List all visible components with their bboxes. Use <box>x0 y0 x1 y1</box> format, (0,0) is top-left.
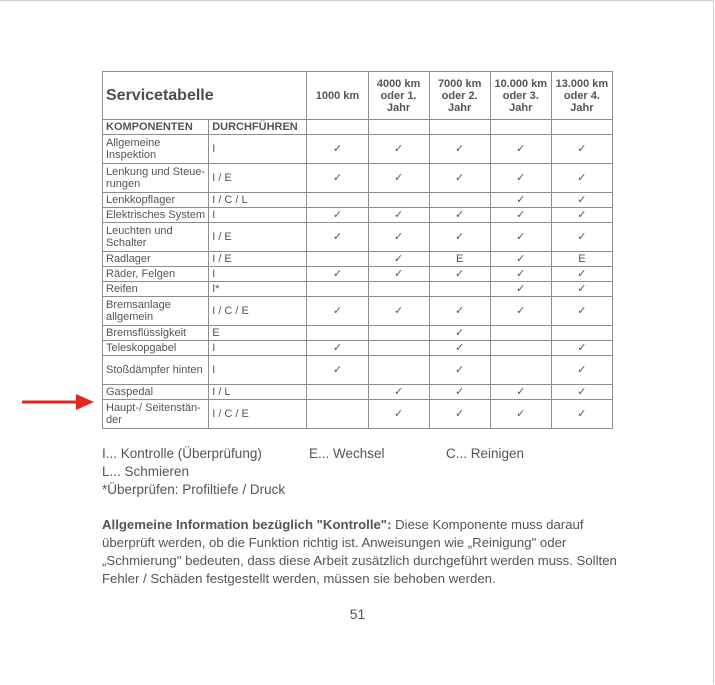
empty-cell <box>307 193 368 208</box>
action-cell: E <box>209 326 307 341</box>
col-header-1000km: 1000 km <box>307 72 368 120</box>
mark-cell: E <box>551 252 612 267</box>
table-row <box>103 282 613 297</box>
check-icon: ✓ <box>551 164 612 193</box>
component-cell: Allgemeine Inspektion <box>103 135 209 164</box>
component-cell: Teleskopgabel <box>103 341 209 356</box>
component-cell: Gaspedal <box>103 385 209 400</box>
check-icon: ✓ <box>368 385 429 400</box>
right-arrow-icon <box>22 392 94 412</box>
table-header-row <box>103 72 613 120</box>
action-cell: I <box>209 356 307 385</box>
check-icon: ✓ <box>307 267 368 282</box>
check-icon: ✓ <box>307 208 368 223</box>
check-icon: ✓ <box>490 297 551 326</box>
table-row <box>103 135 613 164</box>
col-header-13000km: 13.000 km oder 4. Jahr <box>551 72 612 120</box>
action-cell: I* <box>209 282 307 297</box>
check-icon: ✓ <box>307 341 368 356</box>
check-icon: ✓ <box>490 267 551 282</box>
table-row <box>103 193 613 208</box>
check-icon: ✓ <box>429 400 490 429</box>
check-icon: ✓ <box>490 208 551 223</box>
empty-cell <box>490 326 551 341</box>
legend-note: *Überprüfen: Profiltiefe / Druck <box>102 482 286 497</box>
component-cell: Radlager <box>103 252 209 267</box>
action-cell: I / E <box>209 252 307 267</box>
info-text: Diese Komponente muss darauf überprüft werden, ob die Funktion richtig ist. Anweisungen wie „Reinigung" oder „Schmierung" bedeuten, dass diese Arbeit zusätzlich durchgeführt werden muss. Sollten Fehler / Schäden festgestellt werden, müssen sie behoben werden. <box>102 517 617 586</box>
check-icon: ✓ <box>429 297 490 326</box>
empty-cell <box>429 193 490 208</box>
check-icon: ✓ <box>368 400 429 429</box>
check-icon: ✓ <box>490 282 551 297</box>
table-row <box>103 223 613 252</box>
check-icon: ✓ <box>429 164 490 193</box>
legend <box>102 445 524 499</box>
check-icon: ✓ <box>551 400 612 429</box>
empty-cell <box>490 356 551 385</box>
component-cell: Stoßdämpfer hinten <box>103 356 209 385</box>
empty-cell <box>368 326 429 341</box>
component-cell: Lenkkopflager <box>103 193 209 208</box>
empty-cell <box>429 282 490 297</box>
action-cell: I / E <box>209 164 307 193</box>
empty-cell <box>368 193 429 208</box>
check-icon: ✓ <box>307 164 368 193</box>
check-icon: ✓ <box>368 208 429 223</box>
legend-reinigen: C... Reinigen <box>446 446 525 461</box>
empty-cell <box>368 341 429 356</box>
check-icon: ✓ <box>551 341 612 356</box>
subheader-komponenten: KOMPONENTEN <box>103 120 209 135</box>
check-icon: ✓ <box>551 267 612 282</box>
action-cell: I / C / E <box>209 297 307 326</box>
check-icon: ✓ <box>307 356 368 385</box>
check-icon: ✓ <box>551 193 612 208</box>
check-icon: ✓ <box>490 252 551 267</box>
check-icon: ✓ <box>368 164 429 193</box>
check-icon: ✓ <box>551 208 612 223</box>
action-cell: I / E <box>209 223 307 252</box>
check-icon: ✓ <box>307 223 368 252</box>
check-icon: ✓ <box>490 164 551 193</box>
check-icon: ✓ <box>490 135 551 164</box>
check-icon: ✓ <box>429 267 490 282</box>
action-cell: I / L <box>209 385 307 400</box>
check-icon: ✓ <box>429 208 490 223</box>
empty-cell <box>307 252 368 267</box>
col-header-10000km: 10.000 km oder 3. Jahr <box>490 72 551 120</box>
table-row <box>103 400 613 429</box>
table-row <box>103 341 613 356</box>
empty-cell <box>368 282 429 297</box>
mark-cell: E <box>429 252 490 267</box>
empty-cell <box>490 341 551 356</box>
component-cell: Reifen <box>103 282 209 297</box>
action-cell: I <box>209 267 307 282</box>
check-icon: ✓ <box>429 326 490 341</box>
check-icon: ✓ <box>368 135 429 164</box>
check-icon: ✓ <box>429 223 490 252</box>
legend-kontrolle: I... Kontrolle (Überprüfung) <box>102 446 262 461</box>
check-icon: ✓ <box>551 356 612 385</box>
check-icon: ✓ <box>490 193 551 208</box>
component-cell: Räder, Felgen <box>103 267 209 282</box>
table-row <box>103 267 613 282</box>
empty-cell <box>307 400 368 429</box>
col-header-4000km: 4000 km oder 1. Jahr <box>368 72 429 120</box>
empty-cell <box>368 356 429 385</box>
action-cell: I <box>209 341 307 356</box>
check-icon: ✓ <box>551 385 612 400</box>
component-cell: Elektrisches System <box>103 208 209 223</box>
check-icon: ✓ <box>429 135 490 164</box>
check-icon: ✓ <box>368 252 429 267</box>
empty-cell <box>551 326 612 341</box>
empty-cell <box>307 385 368 400</box>
check-icon: ✓ <box>429 341 490 356</box>
check-icon: ✓ <box>307 135 368 164</box>
check-icon: ✓ <box>368 223 429 252</box>
action-cell: I <box>209 208 307 223</box>
check-icon: ✓ <box>307 297 368 326</box>
component-cell: Bremsanlage allgemein <box>103 297 209 326</box>
page-number: 51 <box>349 606 366 622</box>
table-subheader-row <box>103 120 613 135</box>
check-icon: ✓ <box>490 385 551 400</box>
check-icon: ✓ <box>429 385 490 400</box>
table-row <box>103 252 613 267</box>
info-heading: Allgemeine Information bezüglich "Kontrolle": <box>102 517 392 532</box>
subheader-durchfuehren: DURCHFÜHREN <box>209 120 307 135</box>
component-cell: Bremsflüssigkeit <box>103 326 209 341</box>
col-header-7000km: 7000 km oder 2. Jahr <box>429 72 490 120</box>
table-row <box>103 164 613 193</box>
check-icon: ✓ <box>551 297 612 326</box>
table-title: Servicetabelle <box>103 72 307 120</box>
check-icon: ✓ <box>490 400 551 429</box>
empty-cell <box>307 326 368 341</box>
table-row <box>103 326 613 341</box>
table-row <box>103 208 613 223</box>
action-cell: I / C / E <box>209 400 307 429</box>
check-icon: ✓ <box>551 135 612 164</box>
table-row <box>103 297 613 326</box>
legend-wechsel: E... Wechsel <box>309 446 385 461</box>
table-row <box>103 356 613 385</box>
service-table <box>102 71 613 429</box>
empty-cell <box>307 282 368 297</box>
table-row <box>103 385 613 400</box>
check-icon: ✓ <box>368 297 429 326</box>
legend-schmieren: L... Schmieren <box>102 464 190 479</box>
check-icon: ✓ <box>368 267 429 282</box>
component-cell: Haupt-/ Seitenstän-der <box>103 400 209 429</box>
component-cell: Leuchten und Schalter <box>103 223 209 252</box>
action-cell: I <box>209 135 307 164</box>
action-cell: I / C / L <box>209 193 307 208</box>
check-icon: ✓ <box>490 223 551 252</box>
check-icon: ✓ <box>551 282 612 297</box>
check-icon: ✓ <box>551 223 612 252</box>
check-icon: ✓ <box>429 356 490 385</box>
component-cell: Lenkung und Steue-rungen <box>103 164 209 193</box>
general-info-paragraph <box>102 516 617 588</box>
